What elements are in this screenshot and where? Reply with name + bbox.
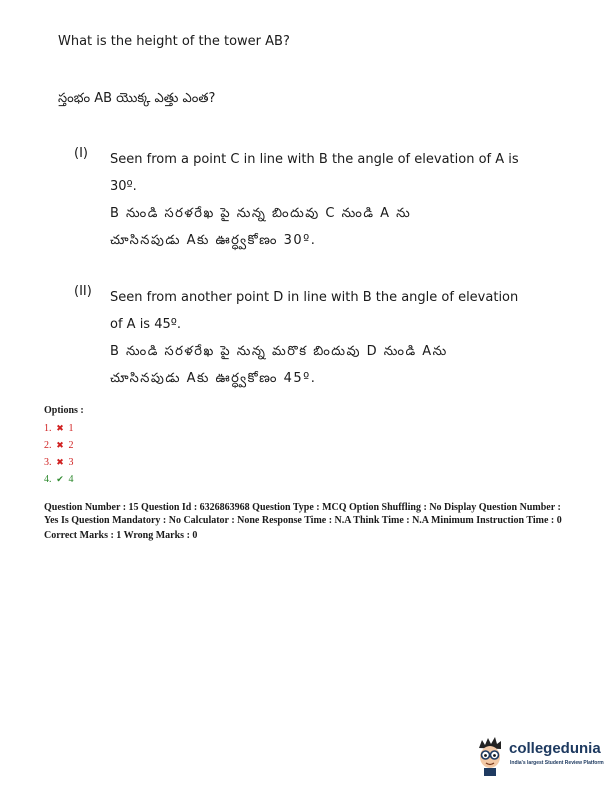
question-english: What is the height of the tower AB? bbox=[58, 34, 290, 49]
option-item[interactable] bbox=[44, 420, 84, 437]
logo-brand: collegedunia bbox=[509, 740, 601, 757]
options-block bbox=[44, 405, 84, 488]
logo-tagline: India's largest Student Review Platform bbox=[510, 760, 604, 766]
statement-line: B నుండి సరళరేఖ పై నున్న మరొక బిందువు D నుండి Aను bbox=[110, 344, 448, 359]
option-item-correct[interactable] bbox=[44, 471, 84, 488]
marks-info: Correct Marks : 1 Wrong Marks : 0 bbox=[44, 530, 198, 541]
statement-line: B నుండి సరళరేఖ పై నున్న బిందువు C నుండి A ను bbox=[110, 206, 412, 221]
option-number: 4. bbox=[44, 474, 52, 485]
statement-line: of A is 45º. bbox=[110, 317, 182, 332]
statement-line: Seen from a point C in line with B the angle of elevation of A is bbox=[110, 152, 519, 167]
option-text: 1 bbox=[68, 423, 74, 434]
option-number: 1. bbox=[44, 423, 52, 434]
option-text: 2 bbox=[68, 440, 74, 451]
statement-line: Seen from another point D in line with B the angle of elevation bbox=[110, 290, 519, 305]
statement-line: చూసినపుడు Aకు ఊర్ధ్వకోణం 45º. bbox=[110, 371, 317, 386]
cross-icon: ✖ bbox=[56, 457, 64, 467]
option-number: 3. bbox=[44, 457, 52, 468]
options-title: Options : bbox=[44, 405, 84, 416]
question-meta bbox=[44, 501, 574, 542]
statement-line: 30º. bbox=[110, 179, 137, 194]
option-item[interactable] bbox=[44, 437, 84, 454]
question-telugu: స్తంభం AB యొక్క ఎత్తు ఎంత? bbox=[58, 91, 216, 106]
option-text: 4 bbox=[68, 474, 74, 485]
collegedunia-logo bbox=[474, 736, 602, 776]
option-number: 2. bbox=[44, 440, 52, 451]
cross-icon: ✖ bbox=[56, 440, 64, 450]
cross-icon: ✖ bbox=[56, 423, 64, 433]
option-text: 3 bbox=[68, 457, 74, 468]
statement-number: (I) bbox=[74, 146, 88, 161]
mascot-icon bbox=[474, 736, 506, 776]
statement-number: (II) bbox=[74, 284, 92, 299]
statement-line: చూసినపుడు Aకు ఊర్ధ్వకోణం 30º. bbox=[110, 233, 317, 248]
option-item[interactable] bbox=[44, 454, 84, 471]
question-details: Question Number : 15 Question Id : 6326863968 Question Type : MCQ Option Shuffling : No Display Question Number : Yes Is Question Mandatory : No Calculator : None Response Time : N.A Think Time : N.A Minimum Instruction Time : 0 bbox=[44, 502, 562, 526]
check-icon: ✔ bbox=[56, 474, 64, 484]
